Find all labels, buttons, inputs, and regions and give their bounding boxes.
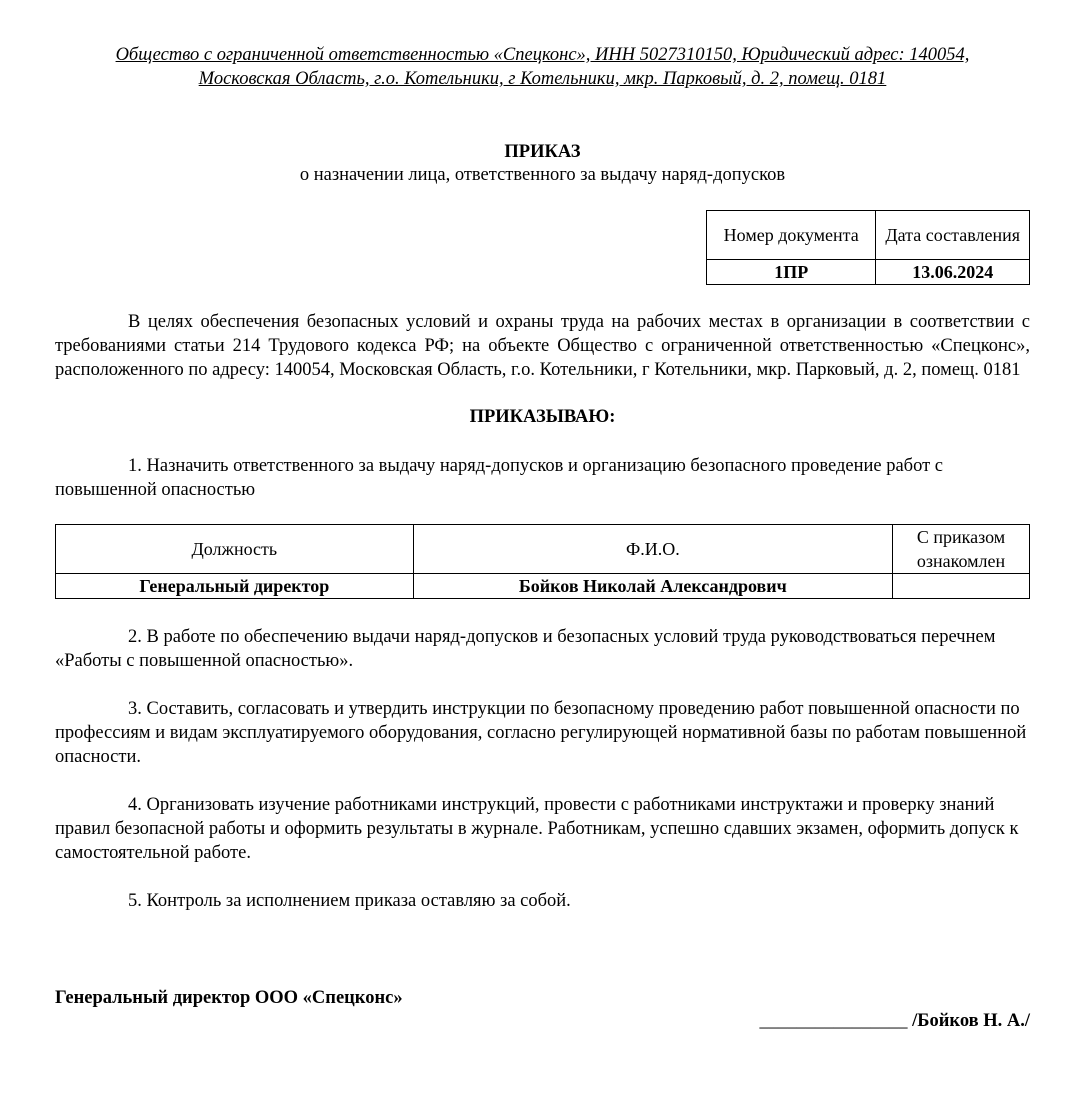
meta-header-number: Номер документа: [707, 211, 876, 260]
signature-title: Генеральный директор ООО «Спецконс»: [55, 988, 403, 1008]
document-number: 1ПР: [707, 260, 876, 285]
organization-line-2: Московская Область, г.о. Котельники, г Котельники, мкр. Парковый, д. 2, помещ. 0181: [198, 69, 887, 89]
order-item-3: 3. Составить, согласовать и утвердить инструкции по безопасному проведению работ повышенной опасности по профессиям и видам эксплуатируемого оборудования, согласно регулирующей нормативной базы по работам повышенной опасности.: [55, 699, 1027, 767]
meta-header-date: Дата составления: [876, 211, 1030, 260]
signature-blank: ________________: [759, 1011, 908, 1031]
order-item-2: 2. В работе по обеспечению выдачи наряд-допусков и безопасных условий труда руководствоваться перечнем «Работы с повышенной опасностью».: [55, 627, 996, 671]
signature-name: /Бойков Н. А./: [907, 1011, 1030, 1031]
staff-header-acknowledged: С приказом ознакомлен: [893, 525, 1030, 574]
staff-name: Бойков Николай Александрович: [413, 574, 892, 599]
staff-position: Генеральный директор: [56, 574, 414, 599]
staff-table: [55, 524, 1030, 599]
signature-line: [760, 1009, 1031, 1033]
document-subtitle: о назначении лица, ответственного за выдачу наряд-допусков: [299, 165, 786, 185]
order-item-5: 5. Контроль за исполнением приказа оставляю за собой.: [128, 891, 571, 911]
preamble-paragraph: В целях обеспечения безопасных условий и охраны труда на рабочих местах в организации в соответствии с требованиями статьи 214 Трудового кодекса РФ; на объекте Общество с ограниченной ответственностью «Спецконс», расположенного по адресу: 140054, Московская Область, г.о. Котельники, г Котельники, мкр. Парковый, д. 2, помещ. 0181: [55, 312, 1030, 380]
organization-line-1: Общество с ограниченной ответственностью «Спецконс», ИНН 5027310150, Юридический адрес: 140054,: [115, 45, 970, 65]
order-item-4: 4. Организовать изучение работниками инструкций, провести с работниками инструктажи и проверку знаний правил безопасной работы и оформить результаты в журнале. Работникам, успешно сдавших экзамен, оформить допуск к самостоятельной работе.: [55, 795, 1019, 863]
document-title: ПРИКАЗ: [504, 142, 581, 162]
order-heading: ПРИКАЗЫВАЮ:: [469, 407, 616, 427]
document-date: 13.06.2024: [876, 260, 1030, 285]
staff-acknowledged: [893, 574, 1030, 599]
table-row: [56, 574, 1030, 599]
staff-header-name: Ф.И.О.: [413, 525, 892, 574]
staff-table-header-row: [56, 525, 1030, 574]
order-item-1: 1. Назначить ответственного за выдачу наряд-допусков и организацию безопасного проведение работ с повышенной опасностью: [55, 456, 944, 500]
organization-header: [55, 43, 1030, 91]
document-meta-table: [706, 210, 1030, 285]
staff-header-position: Должность: [56, 525, 414, 574]
